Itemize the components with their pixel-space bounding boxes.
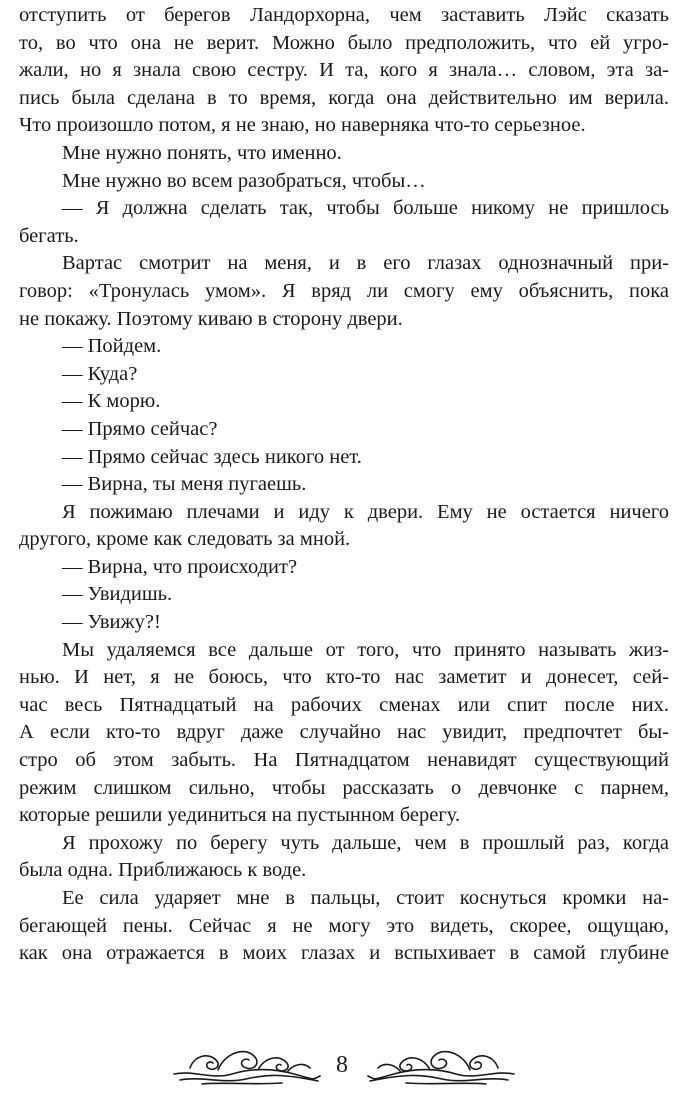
text-line: отступить от берегов Ландорхорна, чем заставить Лэйс сказать — [19, 4, 669, 26]
text-line: которые решили уединиться на пустынном берегу. — [19, 804, 461, 827]
text-line: — Вирна, ты меня пугаешь. — [62, 473, 307, 496]
text-line: жали, но я знала свою сестру. И та, кого я знала… словом, эта за- — [19, 59, 669, 82]
text-line: — Увидишь. — [62, 583, 173, 606]
text-line: Мы удаляемся все дальше от того, что принято называть жиз- — [62, 638, 669, 661]
text-line: Я пожимаю плечами и иду к двери. Ему не остается ничего — [62, 500, 669, 523]
text-line: бегающей пены. Сейчас я не могу это видеть, скорее, ощущаю, — [19, 914, 669, 937]
text-line: Ее сила ударяет мне в пальцы, стоит коснуться кромки на- — [62, 887, 669, 909]
text-line: — Вирна, что происходит? — [62, 555, 298, 578]
text-line: нью. И нет, я не боюсь, что кто-то нас заметит и донесет, сей- — [19, 666, 669, 689]
text-line: то, во что она не верит. Можно было предположить, что ей угро- — [19, 31, 669, 54]
book-page-text — [19, 2, 669, 968]
text-line: — К морю. — [62, 390, 161, 413]
text-line: час весь Пятнадцатый на рабочих сменах или спит после них. — [19, 693, 669, 716]
text-line: Мне нужно во всем разобраться, чтобы… — [62, 169, 426, 192]
text-line: пись была сделана в то время, когда она действительно им верила. — [19, 86, 669, 109]
text-line: стро об этом забыть. На Пятнадцатом ненавидят существующий — [19, 749, 669, 772]
wave-ornament-right-icon — [366, 1040, 516, 1086]
text-line: — Пойдем. — [62, 335, 162, 358]
text-line: Я прохожу по берегу чуть дальше, чем в прошлый раз, когда — [62, 831, 669, 854]
text-line: была одна. Приближаюсь к воде. — [19, 859, 307, 882]
text-line: как она отражается в моих глазах и вспыхивает в самой глубине — [19, 942, 669, 965]
text-line: Вартас смотрит на меня, и в его глазах однозначный при- — [62, 252, 669, 275]
text-line: — Прямо сейчас? — [62, 417, 218, 440]
text-line: не покажу. Поэтому киваю в сторону двери. — [19, 307, 403, 330]
text-line: бегать. — [19, 224, 79, 247]
text-line: А если кто-то вдруг даже случайно нас увидит, предпочтет бы- — [19, 721, 669, 744]
text-line: режим слишком сильно, чтобы рассказать о девчонке с парнем, — [19, 776, 669, 799]
text-line: — Увижу?! — [62, 611, 161, 634]
text-line: другого, кроме как следовать за мной. — [19, 528, 351, 551]
text-line: говор: «Тронулась умом». Я вряд ли смогу ему объяснить, пока — [19, 279, 669, 302]
page-number: 8 — [336, 1052, 348, 1078]
page-footer — [0, 1040, 684, 1090]
text-line: Мне нужно понять, что именно. — [62, 141, 342, 164]
text-line: — Прямо сейчас здесь никого нет. — [62, 445, 362, 468]
text-line: — Куда? — [62, 362, 138, 385]
text-line: Что произошло потом, я не знаю, но наверняка что-то серьезное. — [19, 114, 586, 137]
text-line: — Я должна сделать так, чтобы больше никому не пришлось — [62, 197, 669, 220]
